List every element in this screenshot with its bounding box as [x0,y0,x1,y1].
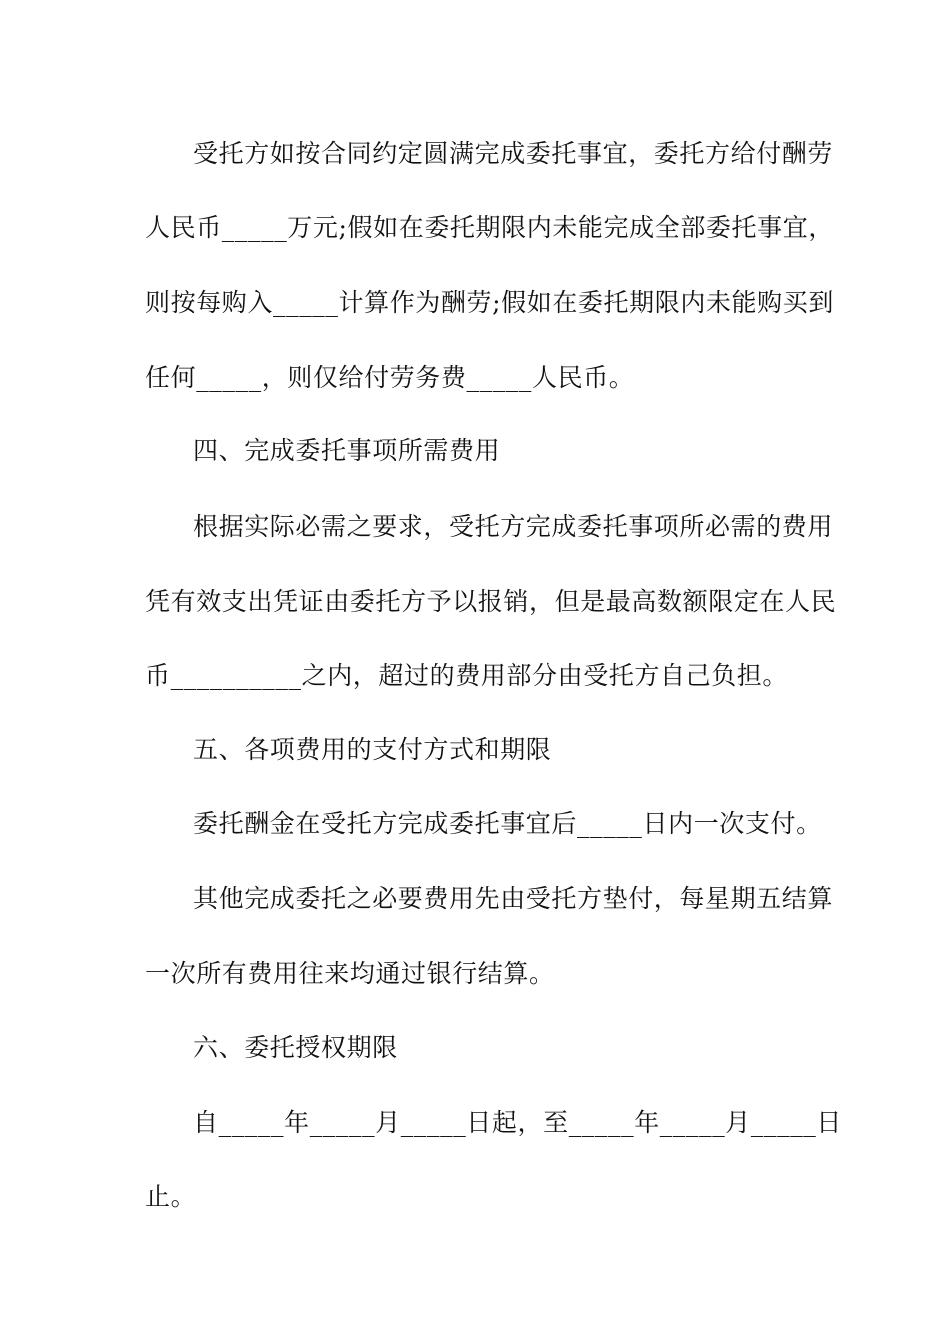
paragraph-line: 人民币_____万元;假如在委托期限内未能完成全部委托事宜， [145,213,834,242]
paragraph-line: 凭有效支出凭证由委托方予以报销，但是最高数额限定在人民 [145,587,837,616]
paragraph-line: 其他完成委托之必要费用先由受托方垫付，每星期五结算 [193,884,834,913]
paragraph-line: 受托方如按合同约定圆满完成委托事宜，委托方给付酬劳 [193,139,834,168]
paragraph-line: 委托酬金在受托方完成委托事宜后_____日内一次支付。 [193,809,822,838]
paragraph-line: 任何_____，则仅给付劳务费_____人民币。 [145,363,635,392]
section-heading: 五、各项费用的支付方式和期限 [193,735,552,764]
paragraph-line: 根据实际必需之要求，受托方完成委托事项所必需的费用 [193,512,834,541]
section-heading: 四、完成委托事项所需费用 [193,436,501,465]
paragraph-line: 则按每购入_____计算作为酬劳;假如在委托期限内未能购买到 [145,288,834,317]
section-heading: 六、委托授权期限 [193,1033,398,1062]
paragraph-line: 止。 [145,1182,197,1211]
paragraph-line: 一次所有费用往来均通过银行结算。 [145,959,555,988]
paragraph-line: 自_____年_____月_____日起，至_____年_____月_____日 [193,1108,843,1137]
paragraph-line: 币__________之内，超过的费用部分由受托方自己负担。 [145,661,789,690]
